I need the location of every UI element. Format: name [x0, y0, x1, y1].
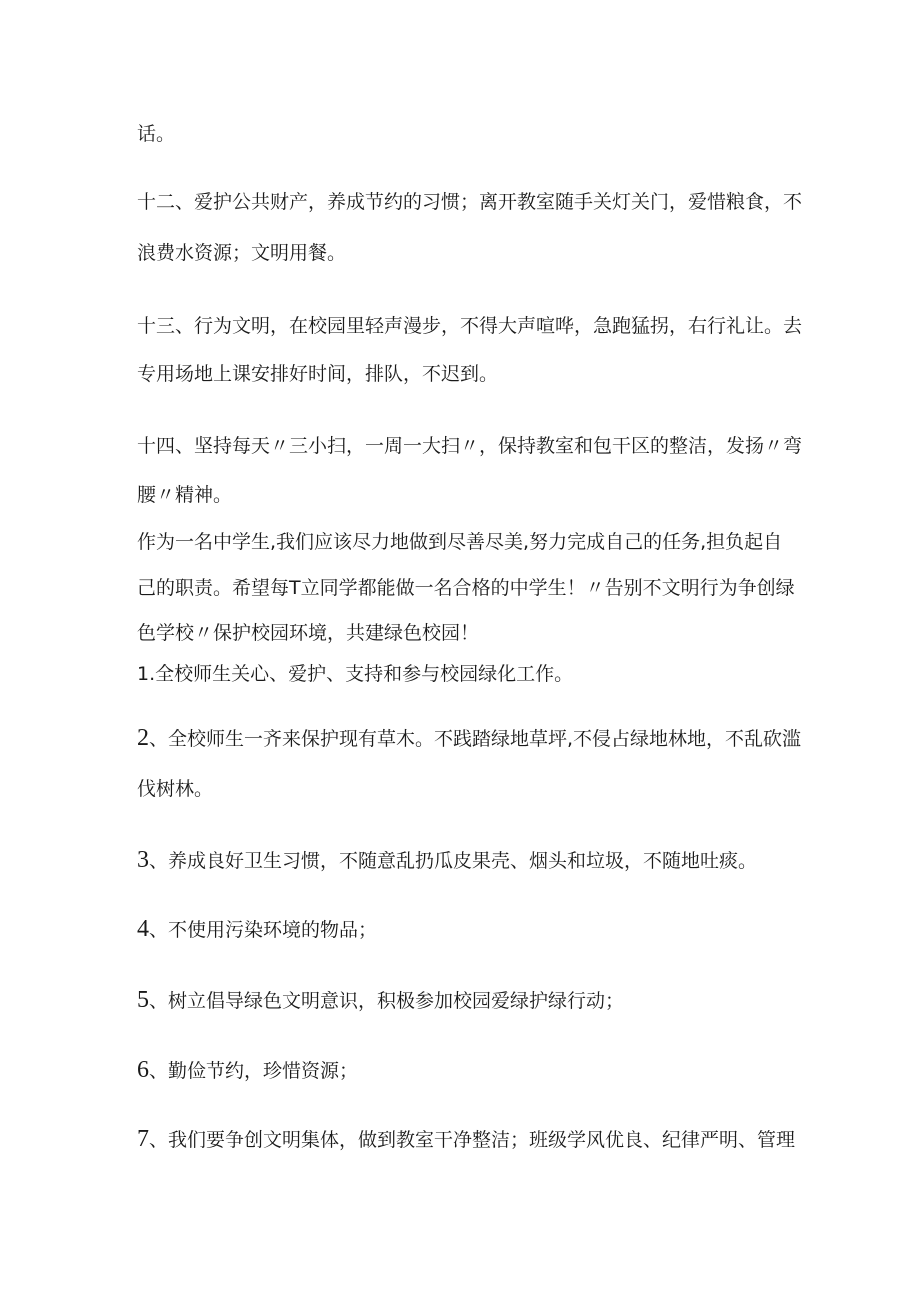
paragraph-line: 十三、行为文明，在校园里轻声漫步，不得大声喧哗，急跑猛拐，右行礼让。去 [137, 315, 803, 337]
list-number: 2 [137, 725, 149, 751]
list-text: 、勤俭节约，珍惜资源； [149, 1060, 359, 1082]
list-item [137, 1127, 795, 1152]
list-item [137, 988, 624, 1013]
paragraph-line: 十二、爱护公共财产，养成节约的习惯；离开教室随手关灯关门，爱惜粮食，不 [137, 191, 803, 213]
list-item [137, 848, 757, 873]
paragraph-line: 十四、坚持每天〃三小扫，一周一大扫〃，保持教室和包干区的整洁，发扬〃弯 [137, 435, 803, 457]
list-number: 6 [137, 1057, 149, 1083]
list-number: 3 [137, 847, 149, 873]
list-item [137, 917, 377, 942]
paragraph-line: 浪费水资源；文明用餐。 [137, 242, 347, 264]
paragraph-line: 己的职责。希望每T立同学都能做一名合格的中学生！〃告别不文明行为争创绿 [137, 577, 795, 599]
paragraph-line: 腰〃精神。 [137, 484, 233, 506]
list-number: 5 [137, 987, 149, 1013]
list-number: 4 [137, 916, 149, 942]
list-item: 1.全校师生关心、爱护、支持和参与校园绿化工作。 [137, 663, 574, 685]
paragraph-line: 话。 [137, 123, 176, 145]
list-item [137, 1058, 358, 1083]
paragraph-line: 伐树林。 [137, 778, 214, 800]
list-text: 、全校师生一齐来保护现有草木。不践踏绿地草坪,不侵占绿地林地，不乱砍滥 [149, 728, 802, 750]
paragraph-line: 色学校〃保护校园环境，共建绿色校园！ [137, 622, 480, 644]
list-text: 、不使用污染环境的物品； [149, 919, 378, 941]
list-item [137, 726, 801, 751]
list-text: 、树立倡导绿色文明意识，积极参加校园爱绿护绿行动； [149, 990, 625, 1012]
list-text: 、养成良好卫生习惯，不随意乱扔瓜皮果壳、烟头和垃圾，不随地吐痰。 [149, 850, 758, 872]
paragraph-line: 专用场地上课安排好时间，排队，不迟到。 [137, 363, 499, 385]
list-text: 、我们要争创文明集体，做到教室干净整洁；班级学风优良、纪律严明、管理 [149, 1129, 796, 1151]
list-number: 7 [137, 1126, 149, 1152]
paragraph-line: 作为一名中学生,我们应该尽力地做到尽善尽美,努力完成自己的任务,担负起自 [137, 531, 783, 553]
